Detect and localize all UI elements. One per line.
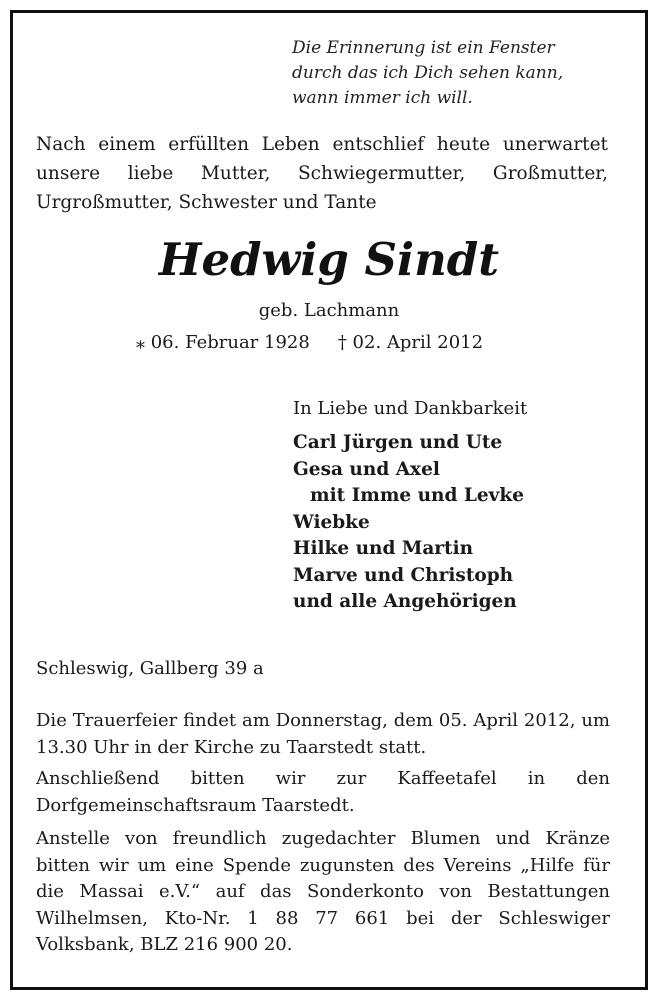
intro-text: Nach einem erfüllten Leben entschlief heute unerwartet unsere liebe Mutter, Schwiegermutter, Großmutter, Urgroßmutter, Schwester und Tante (36, 134, 608, 213)
life-dates (136, 330, 536, 356)
funeral-info: Die Trauerfeier findet am Donnerstag, dem 05. April 2012, um 13.30 Uhr in der Kirche zu Taarstedt statt. (36, 710, 610, 758)
birth-date: ⁎ 06. Februar 1928 (136, 332, 310, 353)
deceased-name: Hedwig Sindt (158, 233, 500, 286)
maiden-name: geb. Lachmann (258, 300, 400, 321)
reception-info: Anschließend bitten wir zur Kaffeetafel in den Dorfgemeinschaftsraum Taarstedt. (36, 768, 610, 816)
mourner-entry: Gesa und Axel (293, 458, 440, 480)
address-line: Schleswig, Gallberg 39 a (36, 658, 264, 679)
motto-line: wann immer ich will. (292, 88, 473, 108)
mourner-entry: und alle Angehörigen (293, 591, 517, 612)
motto-line: durch das ich Dich sehen kann, (292, 63, 564, 83)
mourner-entry: Marve und Christoph (293, 564, 514, 586)
donation-info: Anstelle von freundlich zugedachter Blumen und Kränze bitten wir um eine Spende zugunsten des Vereins „Hilfe für die Massai e.V.“ auf das Sonderkonto von Bestattungen Wilhelmsen, Kto-Nr. 1 88 77 661 bei der Schleswiger Volksbank, BLZ 216 900 20. (36, 828, 610, 955)
mourner-entry: Carl Jürgen und Ute (293, 432, 503, 453)
mourner-entry: mit Imme und Levke (310, 485, 524, 506)
mourners-list (293, 430, 524, 616)
motto-line: Die Erinnerung ist ein Fenster (292, 38, 555, 58)
death-date: † 02. April 2012 (337, 332, 484, 353)
thanks-line: In Liebe und Dankbarkeit (293, 398, 528, 419)
motto-quote (292, 36, 622, 111)
mourner-entry: Hilke und Martin (293, 538, 474, 559)
mourner-entry: Wiebke (293, 511, 370, 533)
